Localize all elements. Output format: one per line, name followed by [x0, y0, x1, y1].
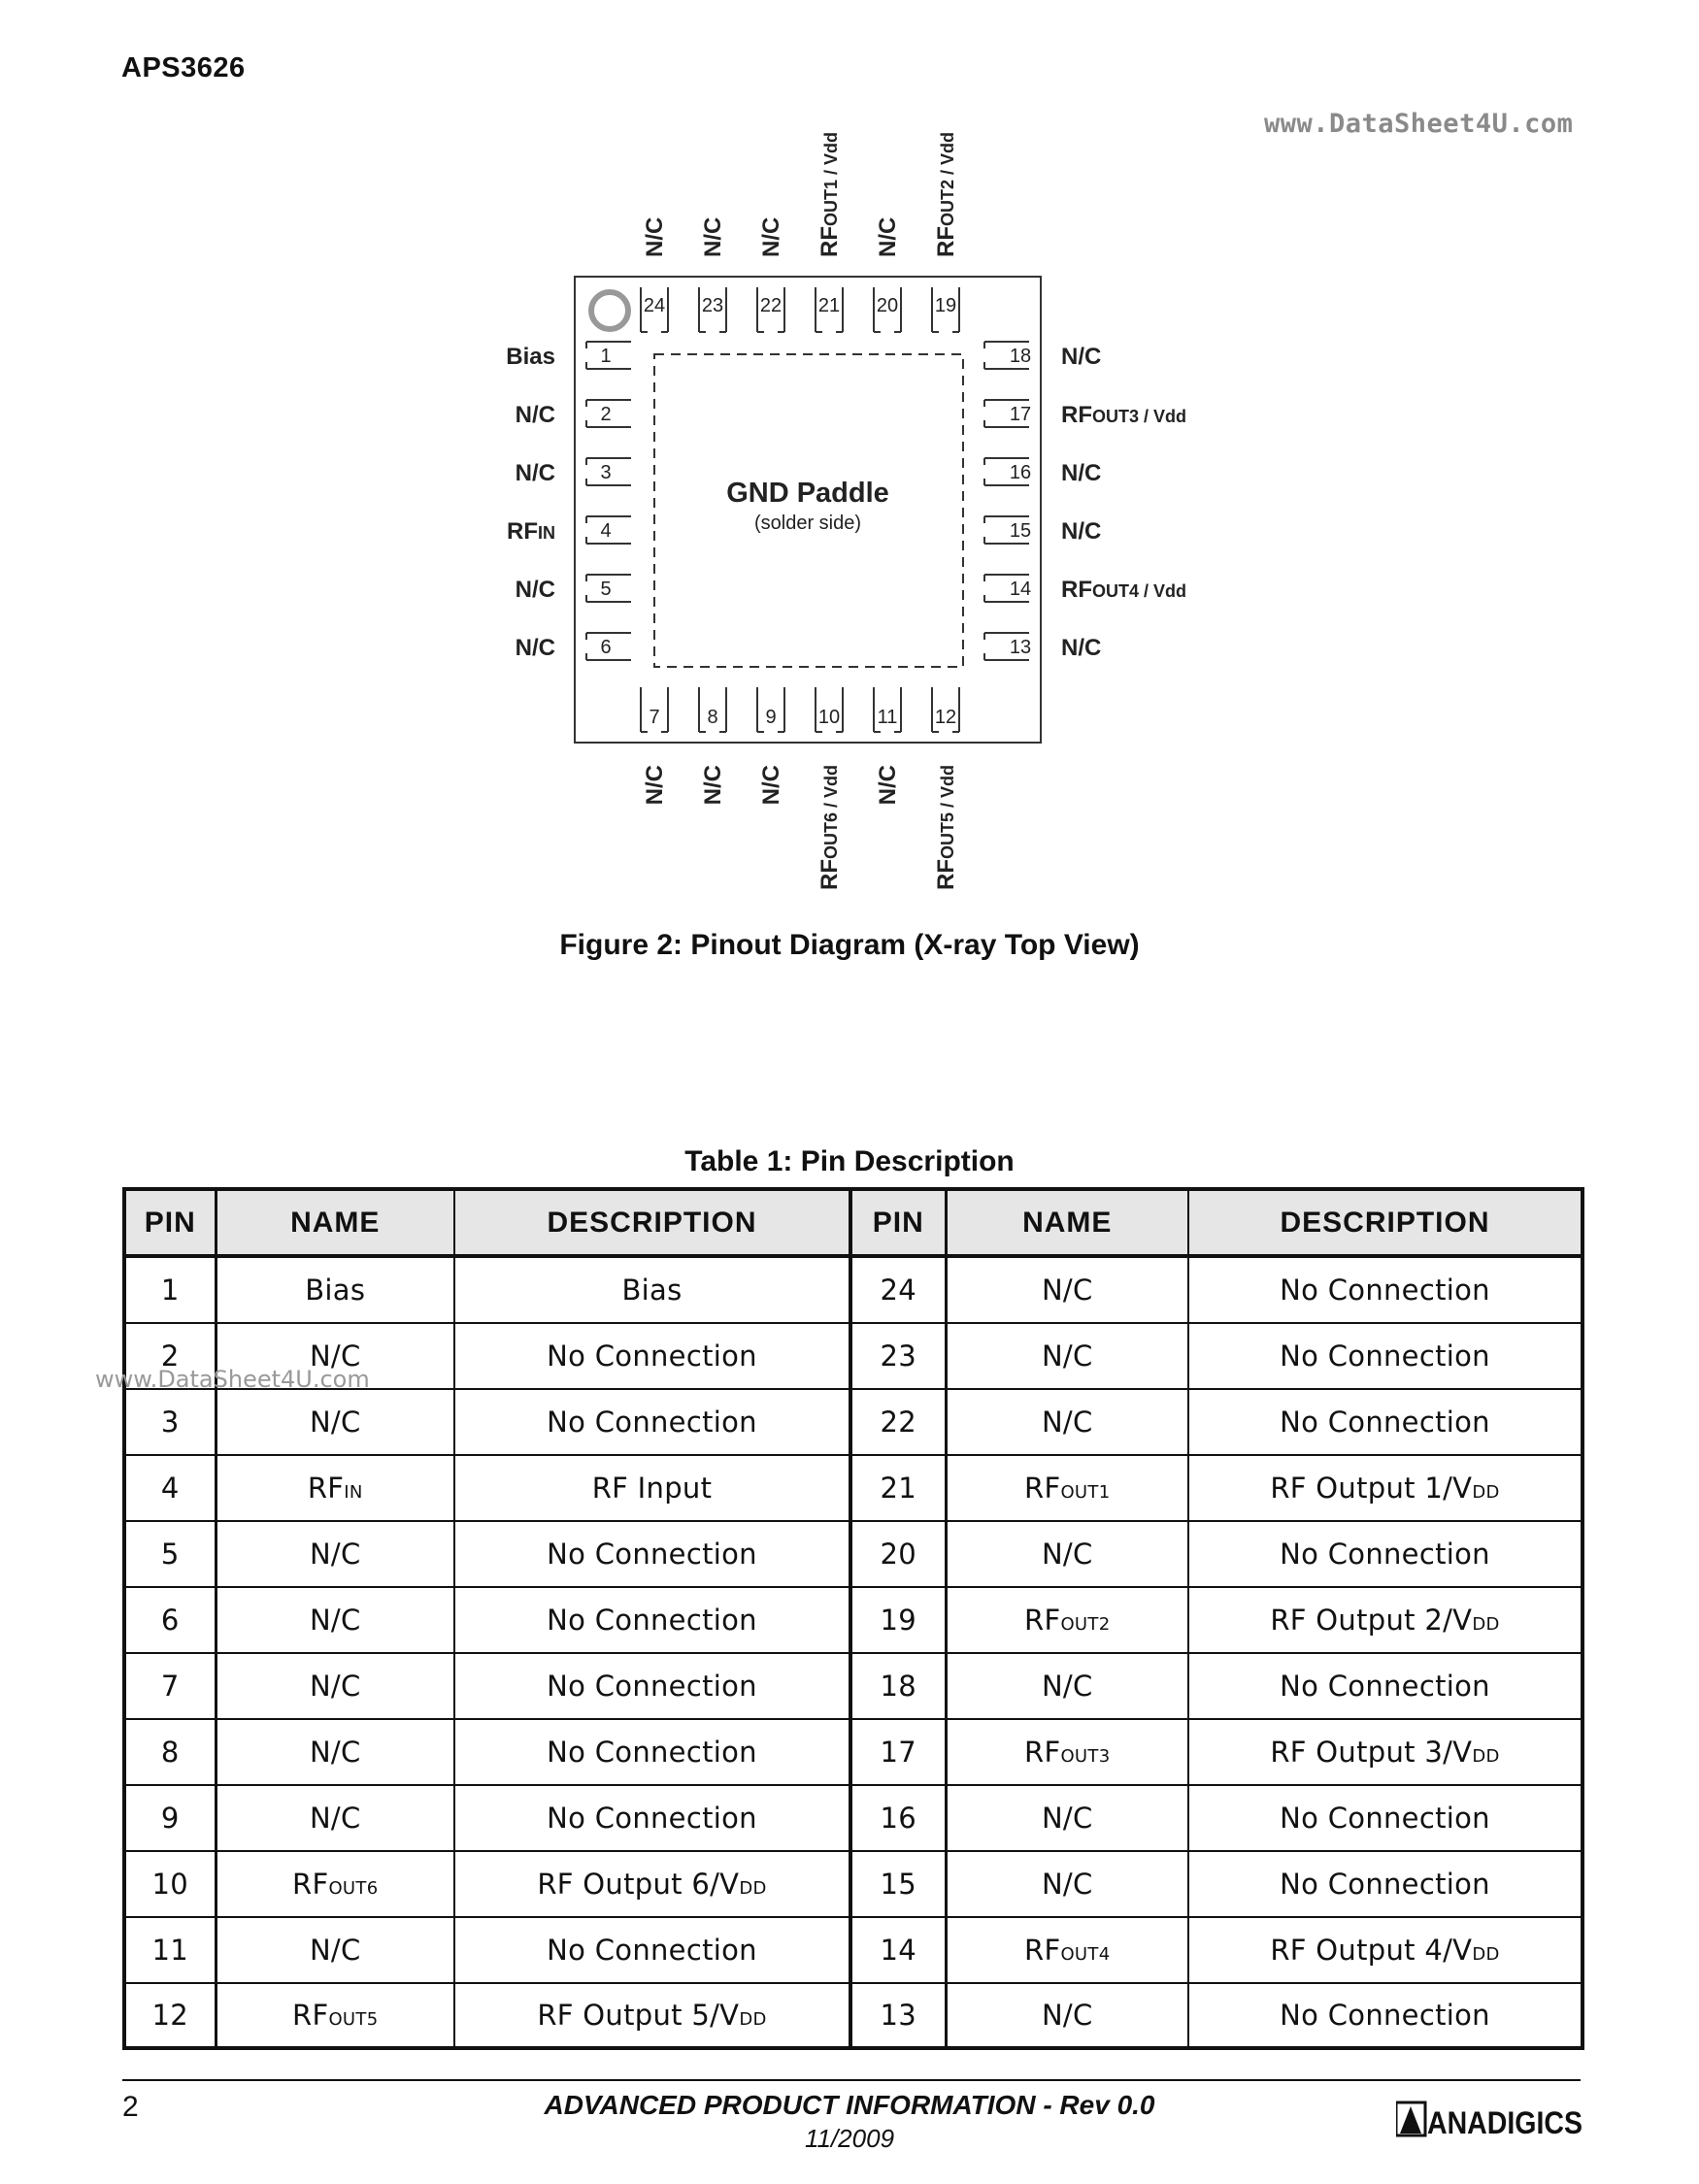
table-header-row: [124, 1189, 1582, 1256]
pin-top: [641, 217, 668, 332]
pin-cell: [850, 1851, 946, 1917]
name-cell: [216, 1389, 454, 1455]
table-row: [124, 1587, 1582, 1653]
pin-number: 23: [701, 295, 724, 316]
cell-text: No Connection: [547, 1736, 757, 1769]
pin-number: 22: [759, 295, 783, 316]
pin-cell: [124, 1455, 216, 1521]
pin-right: [984, 400, 1186, 428]
gnd-paddle-outline: [654, 354, 963, 667]
name-cell: [216, 1983, 454, 2048]
pin-right: [984, 633, 1101, 661]
pin-bottom: [874, 687, 901, 805]
pin-label: [1061, 518, 1101, 545]
cell-text: Bias: [305, 1274, 366, 1307]
cell-text: 6: [160, 1604, 180, 1637]
pin-label-main: N/C: [1061, 460, 1102, 486]
cell-text: RF Output 5/V: [537, 1999, 740, 2032]
pin-cell: [850, 1521, 946, 1587]
table-row: [124, 1785, 1582, 1851]
cell-text: No Connection: [1280, 1340, 1490, 1373]
table-row: [124, 1256, 1582, 1323]
pin-left: [516, 633, 631, 661]
cell-subscript: DD: [1472, 1614, 1500, 1635]
pin-label-main: RF: [816, 226, 843, 257]
pin-label-main: RF: [933, 226, 959, 257]
cell-text: RF: [1024, 1472, 1061, 1505]
cell-text: RF: [1024, 1736, 1061, 1769]
pin-label: [816, 765, 843, 890]
col-header-description: DESCRIPTION: [454, 1189, 850, 1256]
cell-text: 9: [160, 1802, 180, 1835]
pin-bottom: [932, 687, 959, 890]
cell-subscript: OUT5: [328, 2009, 379, 2030]
cell-text: 15: [880, 1868, 916, 1901]
description-cell: [1188, 1851, 1582, 1917]
pin-cell: [850, 1389, 946, 1455]
cell-text: 18: [880, 1670, 916, 1703]
description-cell: [454, 1521, 850, 1587]
cell-text: RF: [1024, 1604, 1061, 1637]
cell-text: 1: [160, 1274, 180, 1307]
cell-text: 10: [151, 1868, 188, 1901]
pin-number: 15: [1009, 520, 1032, 542]
pin-label-main: RF: [507, 518, 538, 545]
footer-date: 11/2009: [804, 2124, 895, 2153]
pin-number: 21: [817, 295, 841, 316]
pin-label: [516, 635, 555, 661]
cell-text: N/C: [1041, 1406, 1093, 1439]
pin-label: [758, 765, 784, 805]
cell-text: 8: [160, 1736, 180, 1769]
pin-cell: [124, 1587, 216, 1653]
cell-text: RF: [292, 1868, 329, 1901]
cell-text: 16: [880, 1802, 916, 1835]
name-cell: [216, 1785, 454, 1851]
name-cell: [946, 1587, 1188, 1653]
pin-cell: [850, 1587, 946, 1653]
cell-text: 22: [880, 1406, 916, 1439]
table-row: [124, 1455, 1582, 1521]
description-cell: [454, 1719, 850, 1785]
cell-subscript: DD: [1472, 1944, 1500, 1965]
pin-number: 11: [877, 707, 898, 728]
figure-caption: Figure 2: Pinout Diagram (X-ray Top View): [559, 929, 1140, 961]
cell-text: N/C: [1041, 1670, 1093, 1703]
pin-cell: [124, 1983, 216, 2048]
cell-text: 3: [160, 1406, 180, 1439]
cell-text: No Connection: [1280, 1802, 1490, 1835]
description-cell: [1188, 1323, 1582, 1389]
pin-left: [507, 516, 631, 545]
pin-number: 1: [600, 346, 612, 367]
pin-number: 8: [707, 707, 718, 728]
pin-cell: [124, 1389, 216, 1455]
pin-number: 20: [876, 295, 899, 316]
paddle-subtitle: (solder side): [753, 513, 862, 534]
cell-text: 19: [880, 1604, 916, 1637]
pin-cell: [850, 1983, 946, 2048]
pin-left: [516, 575, 631, 603]
name-cell: [216, 1851, 454, 1917]
footer-title: ADVANCED PRODUCT INFORMATION - Rev 0.0: [544, 2090, 1155, 2120]
cell-text: RF Output 4/V: [1270, 1934, 1473, 1967]
pin-number: 5: [600, 579, 612, 600]
pin-number: 13: [1009, 637, 1032, 658]
name-cell: [216, 1521, 454, 1587]
cell-subscript: IN: [344, 1482, 363, 1503]
pin-cell: [850, 1653, 946, 1719]
cell-text: No Connection: [547, 1934, 757, 1967]
description-cell: [1188, 1653, 1582, 1719]
cell-text: No Connection: [547, 1538, 757, 1571]
description-cell: [1188, 1256, 1582, 1323]
col-header-pin-2: PIN: [850, 1189, 946, 1256]
page-number: 2: [122, 2091, 139, 2123]
pin-cell: [850, 1323, 946, 1389]
document-title: APS3626: [121, 52, 246, 83]
pin-number: 3: [600, 462, 612, 483]
pin-label: [933, 765, 959, 890]
cell-text: 5: [160, 1538, 180, 1571]
pin-number: 24: [643, 295, 666, 316]
pin-label: [1061, 577, 1186, 603]
watermark-mid[interactable]: www.DataSheet4U.com: [95, 1366, 370, 1393]
description-cell: [454, 1587, 850, 1653]
cell-text: N/C: [309, 1406, 361, 1439]
name-cell: [216, 1653, 454, 1719]
cell-text: N/C: [1041, 1999, 1093, 2032]
description-cell: [1188, 1521, 1582, 1587]
pin-label-sub: IN: [538, 523, 555, 543]
table-row: [124, 1653, 1582, 1719]
name-cell: [946, 1323, 1188, 1389]
pin-number: 9: [765, 707, 777, 728]
cell-text: 20: [880, 1538, 916, 1571]
pin-label: [700, 217, 726, 257]
cell-subscript: OUT6: [328, 1878, 379, 1899]
cell-text: 23: [880, 1340, 916, 1373]
pin-label-sub: OUT6 / Vdd: [821, 765, 841, 860]
pin-label-main: N/C: [1061, 344, 1102, 370]
pin-label-main: N/C: [642, 216, 668, 257]
name-cell: [946, 1917, 1188, 1983]
cell-subscript: OUT2: [1060, 1614, 1111, 1635]
paddle-title: GND Paddle: [726, 478, 889, 509]
name-cell: [946, 1851, 1188, 1917]
pin-left: [506, 342, 631, 370]
description-cell: [454, 1389, 850, 1455]
cell-text: No Connection: [547, 1340, 757, 1373]
cell-text: No Connection: [1280, 1274, 1490, 1307]
col-header-pin: PIN: [124, 1189, 216, 1256]
pin-label-main: RF: [1061, 402, 1092, 428]
col-header-name-2: NAME: [946, 1189, 1188, 1256]
pin-label-main: RF: [1061, 577, 1092, 603]
pin-label-main: RF: [933, 859, 959, 891]
pin-label-main: N/C: [1061, 635, 1102, 661]
cell-text: N/C: [309, 1670, 361, 1703]
cell-text: 2: [160, 1340, 180, 1373]
pin-label-main: N/C: [875, 765, 901, 806]
pin-label-main: N/C: [515, 577, 555, 603]
cell-text: N/C: [1041, 1802, 1093, 1835]
col-header-description-2: DESCRIPTION: [1188, 1189, 1582, 1256]
pin-label-main: N/C: [515, 402, 555, 428]
pin-cell: [124, 1719, 216, 1785]
cell-subscript: DD: [739, 1878, 767, 1899]
pin-label-sub: OUT1 / Vdd: [821, 131, 841, 226]
cell-text: No Connection: [1280, 1406, 1490, 1439]
pin-label: [516, 402, 555, 428]
pin-cell: [124, 1521, 216, 1587]
cell-text: No Connection: [547, 1802, 757, 1835]
description-cell: [454, 1256, 850, 1323]
pin-label: [516, 577, 555, 603]
pin-cell: [124, 1851, 216, 1917]
name-cell: [946, 1719, 1188, 1785]
pin-label-main: N/C: [642, 765, 668, 806]
pin-cell: [850, 1455, 946, 1521]
pin-label: [816, 132, 843, 257]
footer-rule: [122, 2079, 1581, 2081]
pin-bottom: [699, 687, 726, 805]
description-cell: [1188, 1389, 1582, 1455]
pin-bottom: [641, 687, 668, 805]
name-cell: [216, 1587, 454, 1653]
cell-text: N/C: [309, 1802, 361, 1835]
description-cell: [1188, 1785, 1582, 1851]
pin-number: 12: [934, 707, 957, 728]
cell-text: No Connection: [547, 1670, 757, 1703]
description-cell: [1188, 1719, 1582, 1785]
pin-label: [875, 217, 901, 257]
pinout-diagram: [466, 107, 1243, 912]
description-cell: [454, 1455, 850, 1521]
cell-text: 14: [880, 1934, 916, 1967]
cell-text: RF Output 3/V: [1270, 1736, 1473, 1769]
cell-text: No Connection: [1280, 1538, 1490, 1571]
cell-text: RF: [307, 1472, 345, 1505]
pin-description-table: [122, 1187, 1584, 2050]
table-row: [124, 1719, 1582, 1785]
pin-left: [516, 458, 631, 486]
pin-cell: [124, 1256, 216, 1323]
cell-text: N/C: [309, 1934, 361, 1967]
description-cell: [1188, 1587, 1582, 1653]
name-cell: [946, 1983, 1188, 2048]
pin-number: 17: [1009, 404, 1032, 425]
pin-top: [874, 217, 901, 332]
cell-text: N/C: [309, 1340, 361, 1373]
cell-text: 12: [151, 1999, 188, 2032]
pin-label-main: N/C: [1061, 518, 1102, 545]
cell-text: N/C: [1041, 1868, 1093, 1901]
description-cell: [1188, 1917, 1582, 1983]
name-cell: [216, 1917, 454, 1983]
pin-label-main: N/C: [700, 216, 726, 257]
pin-label: [700, 765, 726, 805]
name-cell: [216, 1256, 454, 1323]
cell-text: Bias: [621, 1274, 683, 1307]
cell-text: No Connection: [1280, 1670, 1490, 1703]
name-cell: [946, 1455, 1188, 1521]
pin-top: [699, 217, 726, 332]
pin-label: [1061, 402, 1186, 428]
pin-label: [933, 132, 959, 257]
cell-text: 7: [160, 1670, 180, 1703]
pin-number: 4: [600, 520, 612, 542]
pin-number: 18: [1009, 346, 1032, 367]
pin-cell: [124, 1917, 216, 1983]
description-cell: [454, 1653, 850, 1719]
pin-bottom: [757, 687, 784, 805]
pin-label: [506, 344, 555, 370]
cell-text: RF Output 1/V: [1270, 1472, 1473, 1505]
description-cell: [454, 1323, 850, 1389]
description-cell: [454, 1917, 850, 1983]
cell-subscript: OUT3: [1060, 1746, 1111, 1767]
cell-subscript: OUT1: [1060, 1482, 1111, 1503]
pin-label: [1061, 635, 1101, 661]
cell-text: RF Output 2/V: [1270, 1604, 1473, 1637]
cell-text: 21: [880, 1472, 916, 1505]
pin-label-sub: OUT2 / Vdd: [938, 131, 957, 226]
pin-number: 16: [1009, 462, 1032, 483]
pin-label-main: N/C: [515, 635, 555, 661]
cell-text: N/C: [309, 1736, 361, 1769]
table-row: [124, 1521, 1582, 1587]
cell-subscript: DD: [1472, 1746, 1500, 1767]
pin-number: 7: [649, 707, 660, 728]
pin-cell: [850, 1785, 946, 1851]
cell-subscript: OUT4: [1060, 1944, 1111, 1965]
pin-label-sub: OUT5 / Vdd: [938, 765, 957, 860]
pin-label-main: N/C: [515, 460, 555, 486]
pin-number: 2: [600, 404, 612, 425]
pin-number: 19: [934, 295, 957, 316]
pin-right: [984, 458, 1101, 486]
description-cell: [454, 1851, 850, 1917]
table-row: [124, 1983, 1582, 2048]
pin-label-main: N/C: [700, 765, 726, 806]
pin-cell: [850, 1256, 946, 1323]
package-outline: [575, 277, 1041, 743]
anadigics-logo: [1396, 2099, 1586, 2141]
cell-text: 4: [160, 1472, 180, 1505]
cell-text: RF: [292, 1999, 329, 2032]
cell-text: N/C: [309, 1538, 361, 1571]
cell-text: 13: [880, 1999, 916, 2032]
pin-cell: [124, 1785, 216, 1851]
pin-cell: [124, 1653, 216, 1719]
pin-right: [984, 575, 1186, 603]
pin-label: [758, 217, 784, 257]
pin-label: [507, 518, 555, 545]
cell-text: N/C: [1041, 1340, 1093, 1373]
pin-number: 10: [817, 707, 841, 728]
pin-label: [1061, 460, 1101, 486]
cell-text: N/C: [1041, 1274, 1093, 1307]
pin-label: [642, 765, 668, 805]
name-cell: [946, 1785, 1188, 1851]
cell-text: RF Input: [591, 1472, 713, 1505]
cell-text: 17: [880, 1736, 916, 1769]
pin-top: [932, 132, 959, 332]
pin-top: [757, 217, 784, 332]
cell-text: RF Output 6/V: [537, 1868, 740, 1901]
cell-text: 24: [880, 1274, 916, 1307]
name-cell: [216, 1455, 454, 1521]
pin-top: [816, 132, 843, 332]
pin-right: [984, 342, 1101, 370]
cell-text: N/C: [1041, 1538, 1093, 1571]
pin-left: [516, 400, 631, 428]
pin1-marker-icon: [591, 292, 628, 329]
pin-label: [1061, 344, 1101, 370]
pin-label-main: N/C: [758, 765, 784, 806]
cell-text: No Connection: [1280, 1999, 1490, 2032]
pin-label: [516, 460, 555, 486]
pin-label-sub: OUT3 / Vdd: [1092, 407, 1187, 426]
pin-label-main: N/C: [875, 216, 901, 257]
pin-right: [984, 516, 1101, 545]
cell-text: No Connection: [547, 1406, 757, 1439]
pin-number: 14: [1009, 579, 1032, 600]
pin-label-main: RF: [816, 859, 843, 891]
description-cell: [1188, 1983, 1582, 2048]
logo-text: ANADIGICS: [1427, 2105, 1582, 2140]
name-cell: [946, 1256, 1188, 1323]
pin-label-main: N/C: [758, 216, 784, 257]
cell-text: No Connection: [1280, 1868, 1490, 1901]
description-cell: [454, 1983, 850, 2048]
pin-label: [642, 217, 668, 257]
table-row: [124, 1389, 1582, 1455]
name-cell: [216, 1719, 454, 1785]
name-cell: [946, 1521, 1188, 1587]
description-cell: [1188, 1455, 1582, 1521]
pin-label: [875, 765, 901, 805]
table-caption: Table 1: Pin Description: [684, 1145, 1015, 1177]
cell-text: N/C: [309, 1604, 361, 1637]
watermark-top[interactable]: www.DataSheet4U.com: [1264, 109, 1574, 139]
name-cell: [946, 1653, 1188, 1719]
pin-cell: [850, 1719, 946, 1785]
name-cell: [946, 1389, 1188, 1455]
pin-label-main: Bias: [506, 344, 555, 370]
pin-label-sub: OUT4 / Vdd: [1092, 581, 1187, 601]
cell-text: 11: [151, 1934, 188, 1967]
col-header-name: NAME: [216, 1189, 454, 1256]
cell-subscript: DD: [1472, 1482, 1500, 1503]
cell-text: No Connection: [547, 1604, 757, 1637]
pin-number: 6: [600, 637, 612, 658]
cell-subscript: DD: [739, 2009, 767, 2030]
pin-bottom: [816, 687, 843, 890]
cell-text: RF: [1024, 1934, 1061, 1967]
table-row: [124, 1851, 1582, 1917]
pin-cell: [850, 1917, 946, 1983]
description-cell: [454, 1785, 850, 1851]
table-row: [124, 1917, 1582, 1983]
